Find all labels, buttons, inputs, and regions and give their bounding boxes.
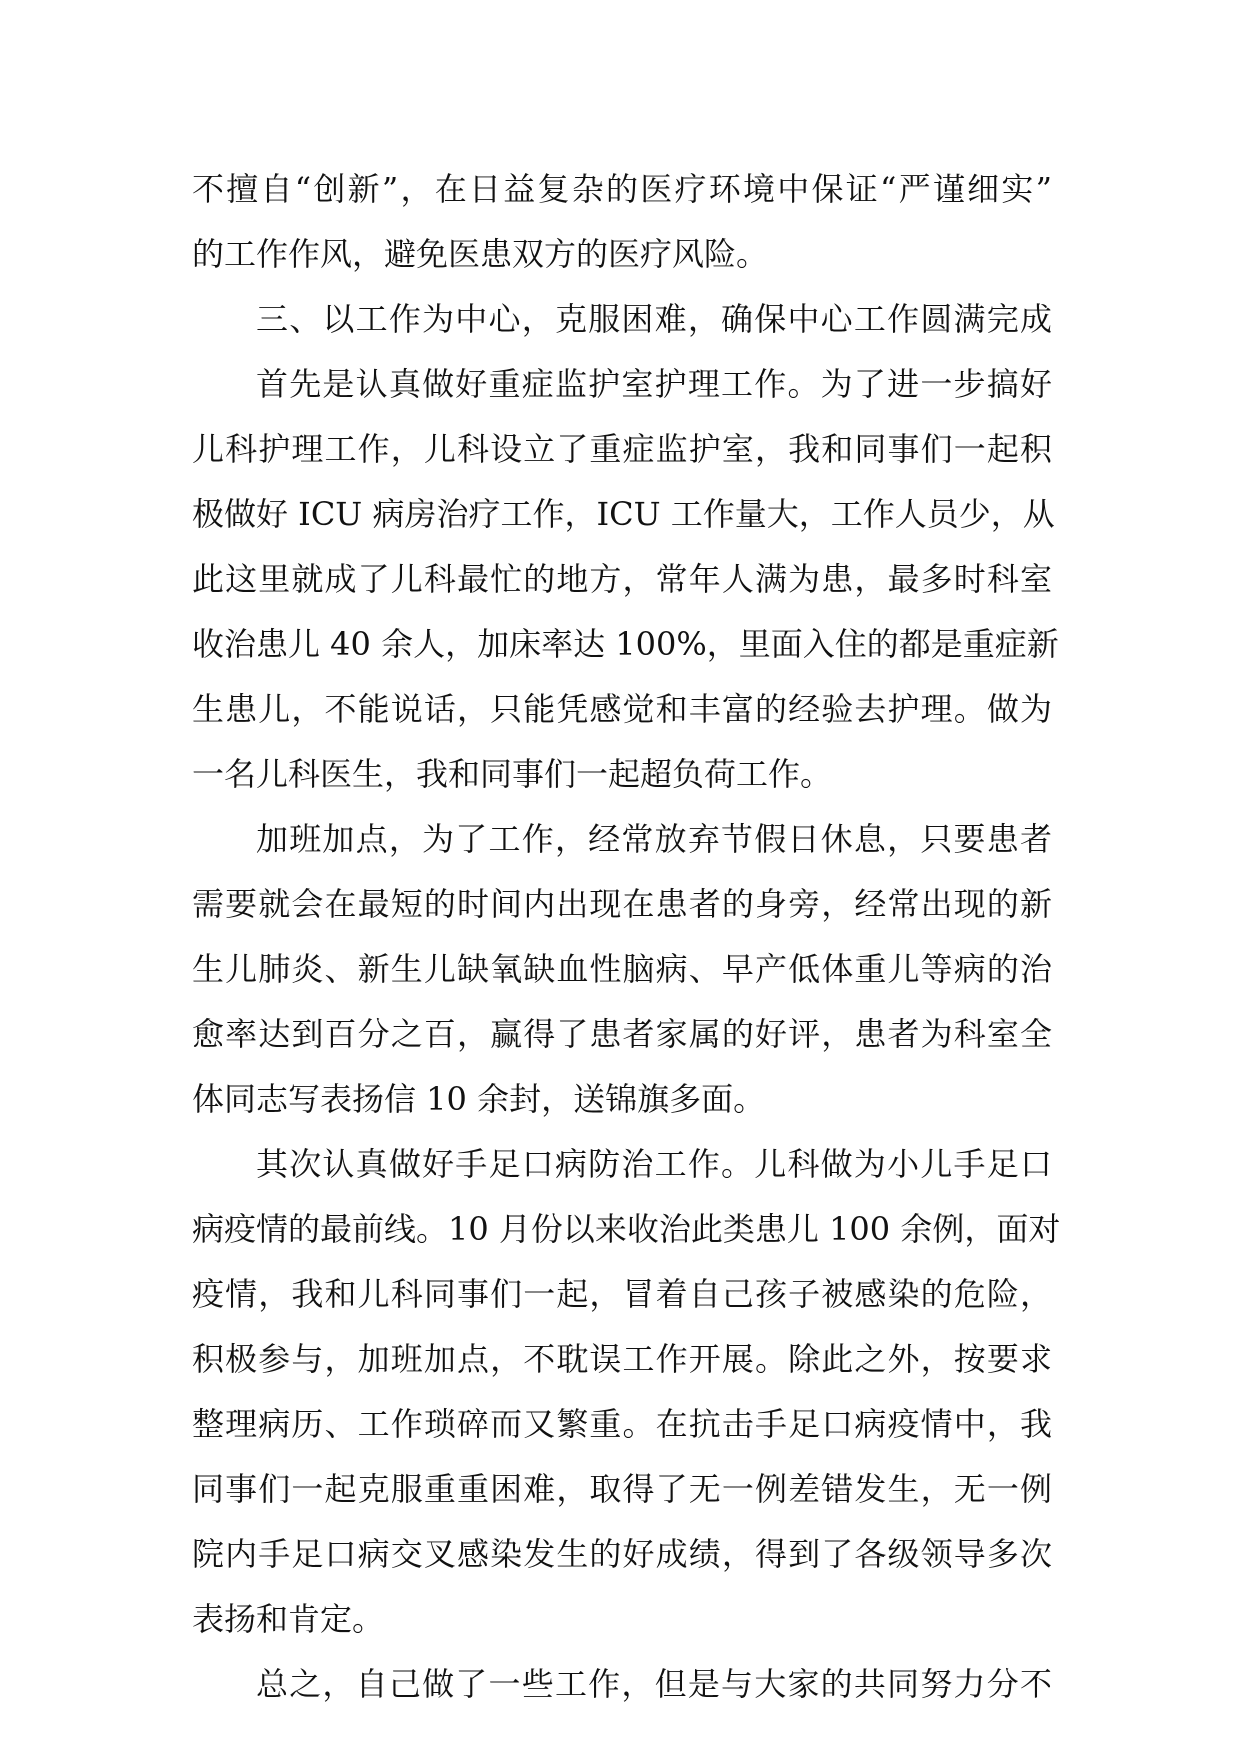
text-line: 整理病历、工作琐碎而又繁重。在抗击手足口病疫情中，我	[192, 1405, 1052, 1443]
text-line: 生儿肺炎、新生儿缺氧缺血性脑病、早产低体重儿等病的治	[192, 950, 1052, 988]
text-line: 表扬和肯定。	[192, 1600, 385, 1638]
text-line: 收治患儿 40 余人，加床率达 100%，里面入住的都是重症新	[192, 625, 1059, 663]
text-line: 一名儿科医生，我和同事们一起超负荷工作。	[192, 755, 833, 793]
text-line: 的工作作风，避免医患双方的医疗风险。	[192, 235, 769, 273]
text-line: 儿科护理工作，儿科设立了重症监护室，我和同事们一起积	[192, 430, 1052, 468]
section-heading: 三、以工作为中心，克服困难，确保中心工作圆满完成	[256, 300, 1052, 338]
text-line: 病疫情的最前线。10 月份以来收治此类患儿 100 余例，面对	[192, 1210, 1061, 1248]
text-line: 体同志写表扬信 10 余封，送锦旗多面。	[192, 1080, 766, 1118]
text-line: 此这里就成了儿科最忙的地方，常年人满为患，最多时科室	[192, 560, 1052, 598]
body-text	[192, 157, 1061, 1717]
text-line: 愈率达到百分之百，赢得了患者家属的好评，患者为科室全	[192, 1015, 1052, 1053]
text-line: 需要就会在最短的时间内出现在患者的身旁，经常出现的新	[192, 885, 1052, 923]
text-line: 极做好 ICU 病房治疗工作，ICU 工作量大，工作人员少，从	[192, 495, 1055, 533]
text-line: 生患儿，不能说话，只能凭感觉和丰富的经验去护理。做为	[192, 690, 1052, 728]
paragraph-start-line: 首先是认真做好重症监护室护理工作。为了进一步搞好	[256, 365, 1052, 403]
text-line: 疫情，我和儿科同事们一起，冒着自己孩子被感染的危险，	[192, 1275, 1052, 1313]
paragraph-start-line: 总之，自己做了一些工作，但是与大家的共同努力分不	[256, 1665, 1052, 1703]
text-line: 积极参与，加班加点，不耽误工作开展。除此之外，按要求	[192, 1340, 1052, 1378]
paragraph-start-line: 其次认真做好手足口病防治工作。儿科做为小儿手足口	[256, 1145, 1052, 1183]
text-line: 同事们一起克服重重困难，取得了无一例差错发生，无一例	[192, 1470, 1052, 1508]
paragraph-start-line: 加班加点，为了工作，经常放弃节假日休息，只要患者	[256, 820, 1052, 858]
text-line: 不擅自“创新”，在日益复杂的医疗环境中保证“严谨细实”	[192, 170, 1052, 208]
text-line: 院内手足口病交叉感染发生的好成绩，得到了各级领导多次	[192, 1535, 1052, 1573]
